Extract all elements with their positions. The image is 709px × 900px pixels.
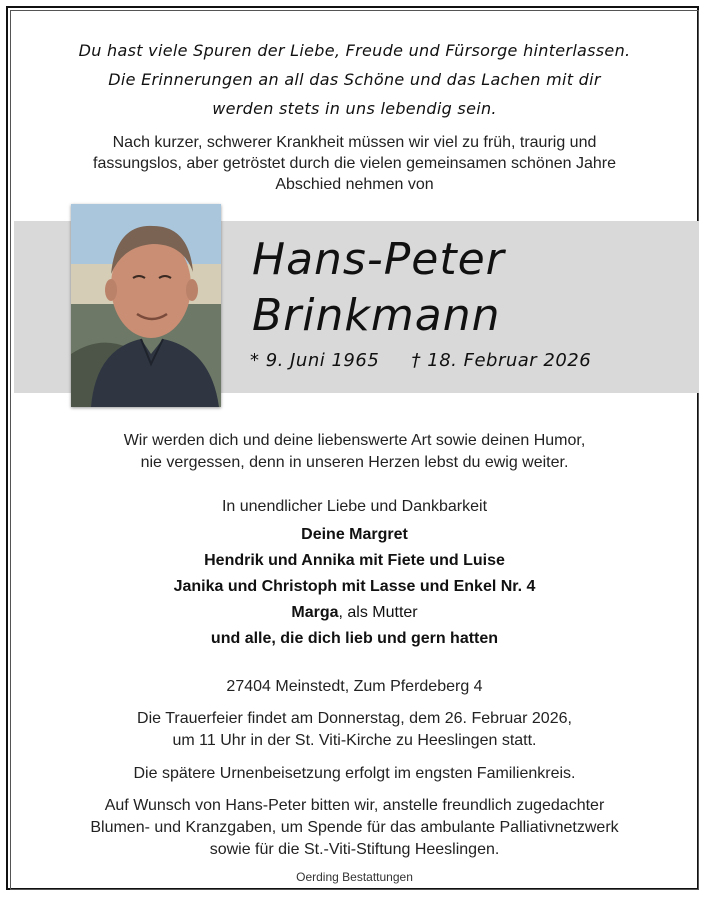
family-member — [0, 600, 709, 626]
closing-text — [0, 430, 709, 474]
family-member-relation: , als Mutter — [338, 604, 418, 621]
donation-line: sowie für die St.-Viti-Stiftung Heeslingen. — [209, 841, 500, 858]
portrait-photo — [71, 204, 221, 407]
first-name: Hans-Peter — [252, 234, 505, 285]
address: 27404 Meinstedt, Zum Pferdeberg 4 — [226, 678, 483, 695]
intro-line: Abschied nehmen von — [275, 176, 434, 193]
last-name: Brinkmann — [252, 290, 501, 341]
life-dates — [250, 350, 617, 371]
poem-line: Du hast viele Spuren der Liebe, Freude und Fürsorge hinterlassen. — [78, 41, 631, 60]
closing-line: nie vergessen, denn in unseren Herzen lebst du ewig weiter. — [140, 454, 569, 471]
family-member: Deine Margret — [301, 526, 408, 543]
death-date: † 18. Februar 2026 — [411, 350, 592, 371]
family-member: Janika und Christoph mit Lasse und Enkel Nr. 4 — [173, 578, 536, 595]
family-list — [0, 522, 709, 652]
closing-line: Wir werden dich und deine liebenswerte Art sowie deinen Humor, — [123, 432, 586, 449]
donation-info — [0, 795, 709, 861]
service-info — [0, 708, 709, 752]
family-intro: In unendlicher Liebe und Dankbarkeit — [221, 498, 488, 515]
intro-text — [0, 132, 709, 195]
donation-line: Blumen- und Kranzgaben, um Spende für das ambulante Palliativnetzwerk — [90, 819, 619, 836]
service-line: um 11 Uhr in der St. Viti-Kirche zu Heeslingen statt. — [172, 732, 537, 749]
birth-date: * 9. Juni 1965 — [250, 350, 380, 371]
intro-line: fassungslos, aber getröstet durch die vielen gemeinsamen schönen Jahre — [93, 155, 616, 172]
family-member: Hendrik und Annika mit Fiete und Luise — [204, 552, 505, 569]
donation-line: Auf Wunsch von Hans-Peter bitten wir, anstelle freundlich zugedachter — [104, 797, 605, 814]
service-line: Die Trauerfeier findet am Donnerstag, dem 26. Februar 2026, — [137, 710, 572, 727]
portrait-illustration — [71, 204, 221, 407]
intro-line: Nach kurzer, schwerer Krankheit müssen wir viel zu früh, traurig und — [112, 134, 597, 151]
deceased-name — [252, 232, 505, 344]
poem-line: werden stets in uns lebendig sein. — [212, 99, 497, 118]
family-member: und alle, die dich lieb und gern hatten — [210, 630, 499, 647]
burial-info: Die spätere Urnenbeisetzung erfolgt im engsten Familienkreis. — [133, 765, 576, 782]
memorial-poem — [0, 36, 709, 123]
undertaker-name: Oerding Bestattungen — [296, 870, 413, 884]
poem-line: Die Erinnerungen an all das Schöne und das Lachen mit dir — [108, 70, 601, 89]
family-member-name: Marga — [291, 604, 339, 621]
